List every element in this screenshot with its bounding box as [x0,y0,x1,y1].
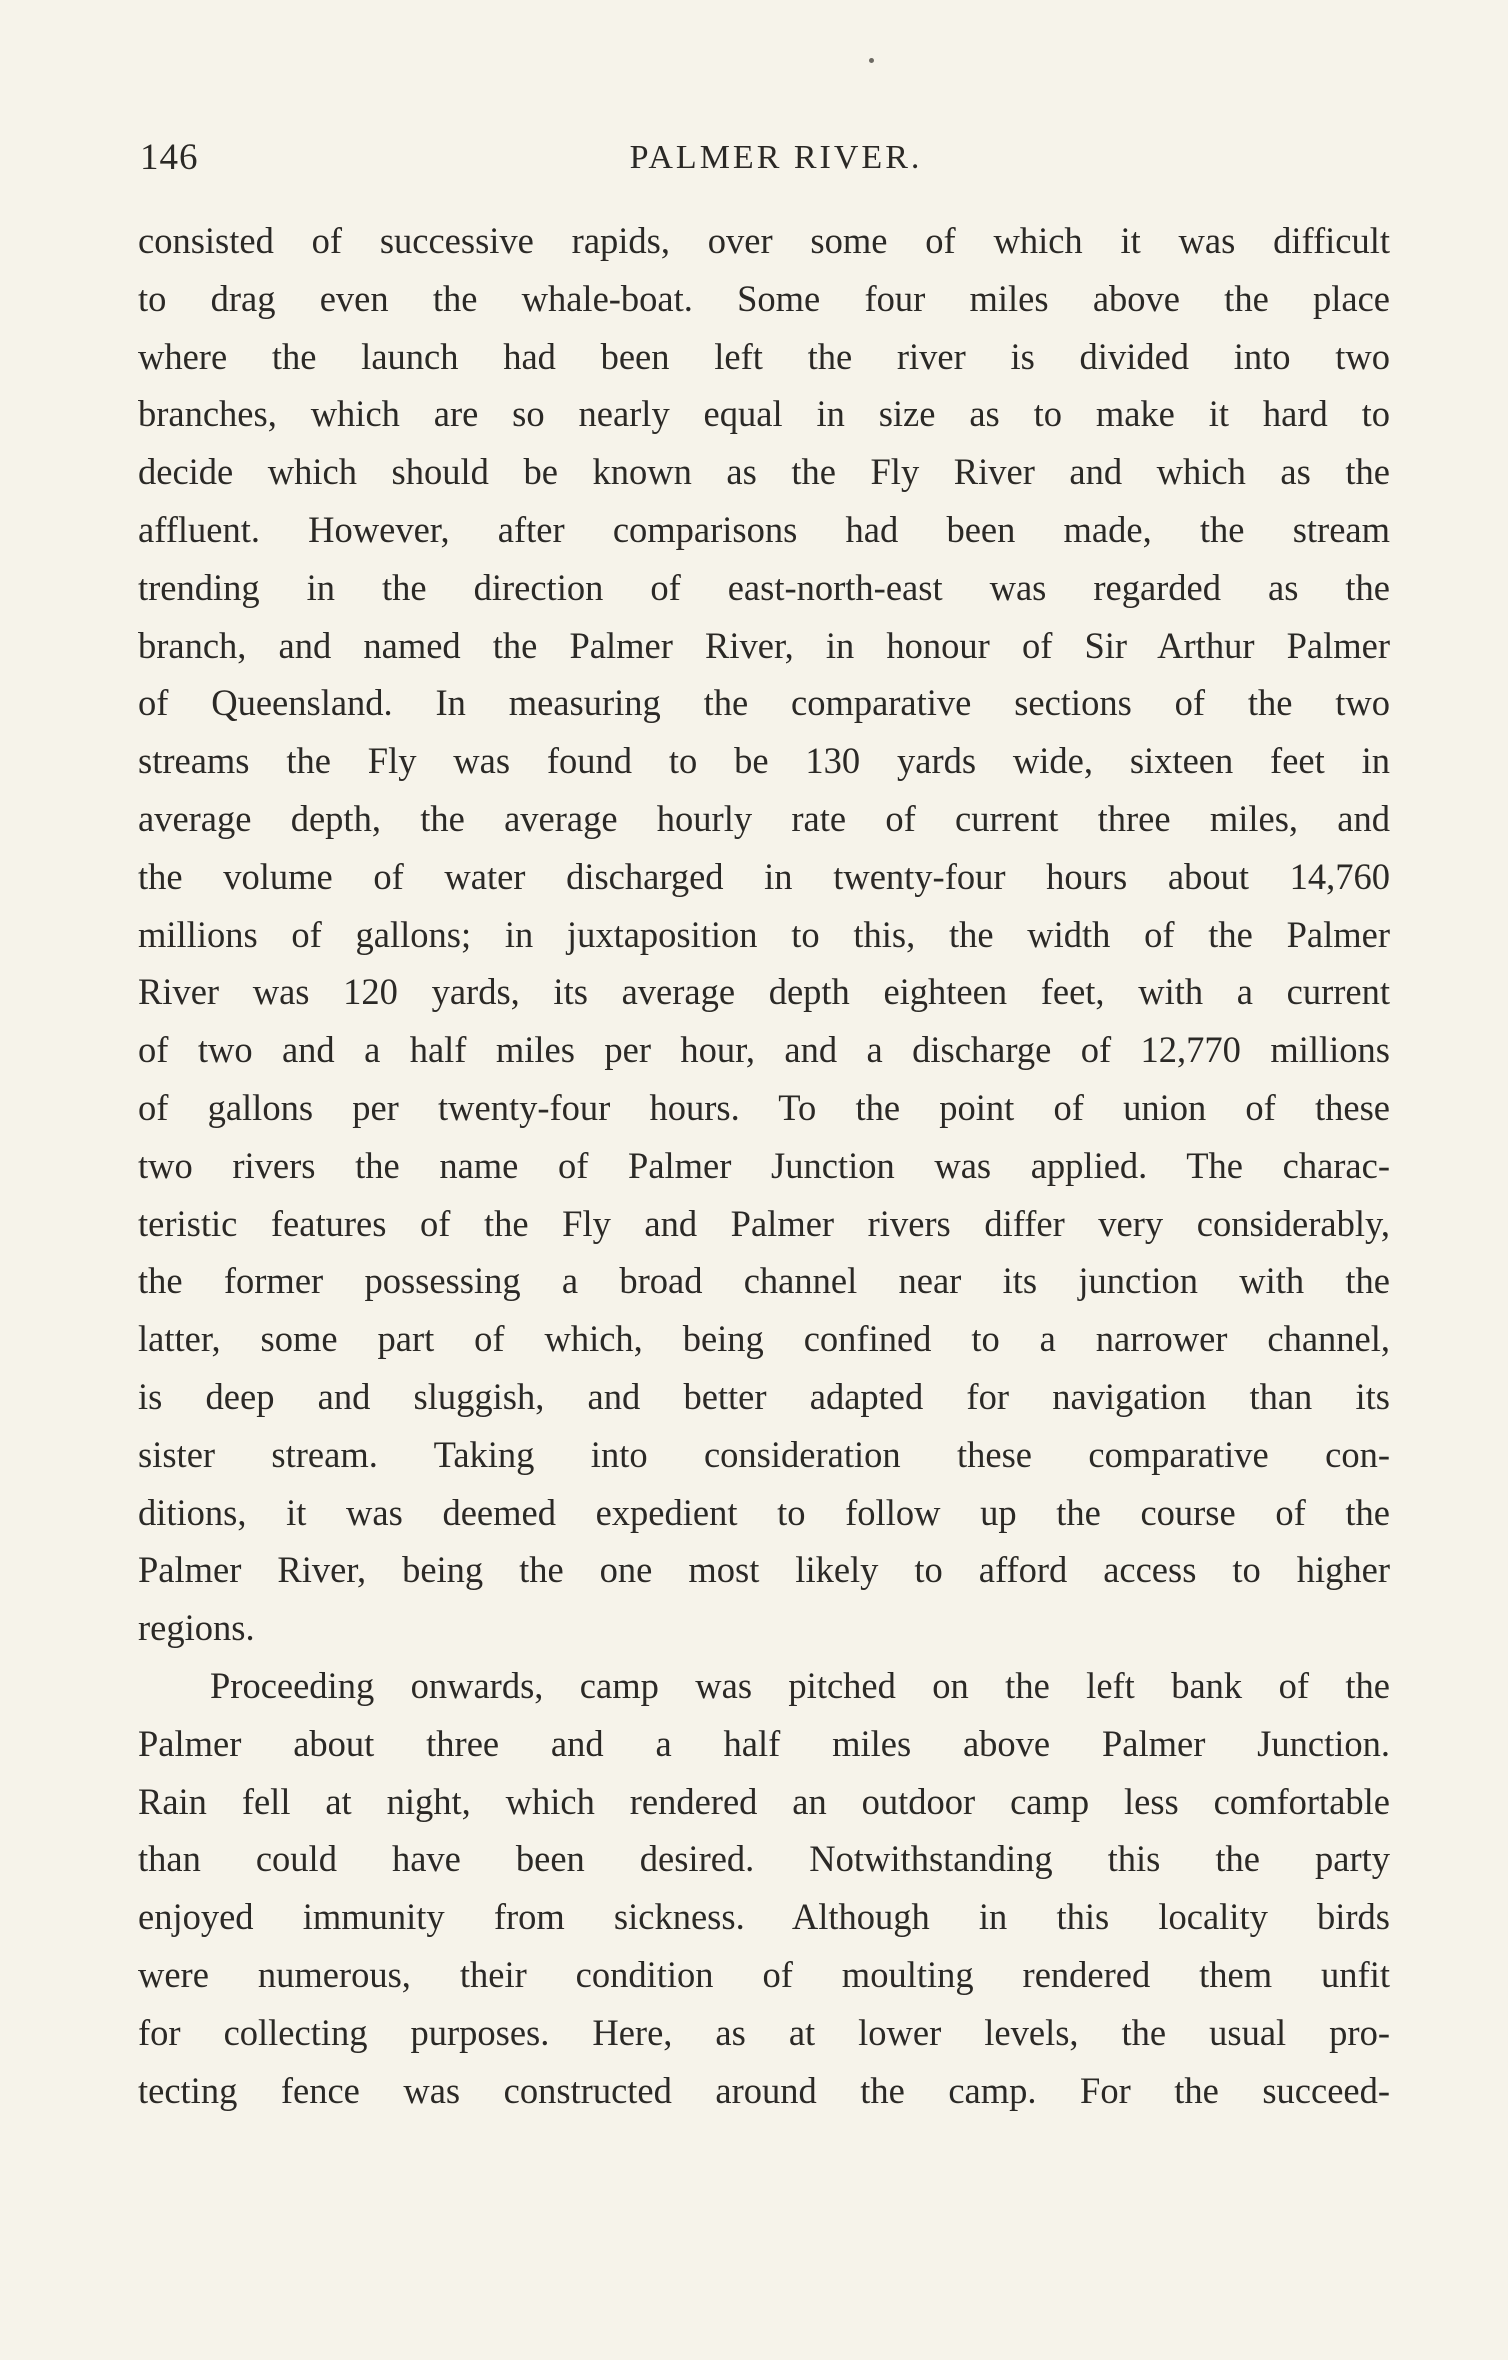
text-line: where the launch had been left the river is divided into two [138,335,1390,377]
text-line: the former possessing a broad channel near its junction with the [138,1260,1390,1302]
text-line: Palmer River, being the one most likely to afford access to higher [138,1549,1390,1591]
text-line: for collecting purposes. Here, as at lower levels, the usual pro- [138,2011,1390,2053]
text-line: Proceeding onwards, camp was pitched on the left bank of the [210,1664,1390,1706]
text-line: trending in the direction of east-north-east was regarded as the [138,566,1390,608]
text-line: enjoyed immunity from sickness. Although in this locality birds [138,1896,1390,1938]
paragraph [138,212,1390,1657]
text-line: Rain fell at night, which rendered an outdoor camp less comfortable [138,1780,1390,1822]
text-line: to drag even the whale-boat. Some four miles above the place [138,277,1390,319]
text-line: tecting fence was constructed around the camp. For the succeed- [138,2069,1390,2111]
text-line: millions of gallons; in juxtaposition to this, the width of the Palmer [138,913,1390,955]
text-line: were numerous, their condition of moulting rendered them unfit [138,1953,1390,1995]
running-head: PALMER RIVER. [629,139,923,176]
text-line: two rivers the name of Palmer Junction was applied. The charac- [138,1144,1390,1186]
text-line: decide which should be known as the Fly River and which as the [138,451,1390,493]
paragraph [138,1657,1390,2119]
text-line: streams the Fly was found to be 130 yards wide, sixteen feet in [138,740,1390,782]
text-line: the volume of water discharged in twenty-four hours about 14,760 [138,855,1390,897]
text-line: of gallons per twenty-four hours. To the point of union of these [138,1086,1390,1128]
body-text [138,212,1390,2119]
text-line: of Queensland. In measuring the comparative sections of the two [138,682,1390,724]
text-line: latter, some part of which, being confined to a narrower channel, [138,1318,1390,1360]
page-number: 146 [140,137,199,178]
text-line: regions. [138,1607,255,1649]
text-line: average depth, the average hourly rate of current three miles, and [138,797,1390,839]
text-line: affluent. However, after comparisons had been made, the stream [138,508,1390,550]
text-line: branches, which are so nearly equal in size as to make it hard to [138,393,1390,435]
text-line: sister stream. Taking into consideration these comparative con- [138,1433,1390,1475]
text-line: branch, and named the Palmer River, in honour of Sir Arthur Palmer [138,624,1390,666]
text-line: Palmer about three and a half miles above Palmer Junction. [138,1722,1390,1764]
text-line: than could have been desired. Notwithstanding this the party [138,1838,1390,1880]
text-line: ditions, it was deemed expedient to follow up the course of the [138,1491,1390,1533]
text-line: teristic features of the Fly and Palmer rivers differ very considerably, [138,1202,1390,1244]
text-line: River was 120 yards, its average depth eighteen feet, with a current [138,971,1390,1013]
text-line: of two and a half miles per hour, and a discharge of 12,770 millions [138,1029,1390,1071]
page-header [140,128,1392,188]
print-speck [869,58,874,63]
text-line: consisted of successive rapids, over some of which it was difficult [138,220,1390,261]
text-line: is deep and sluggish, and better adapted for navigation than its [138,1375,1390,1417]
